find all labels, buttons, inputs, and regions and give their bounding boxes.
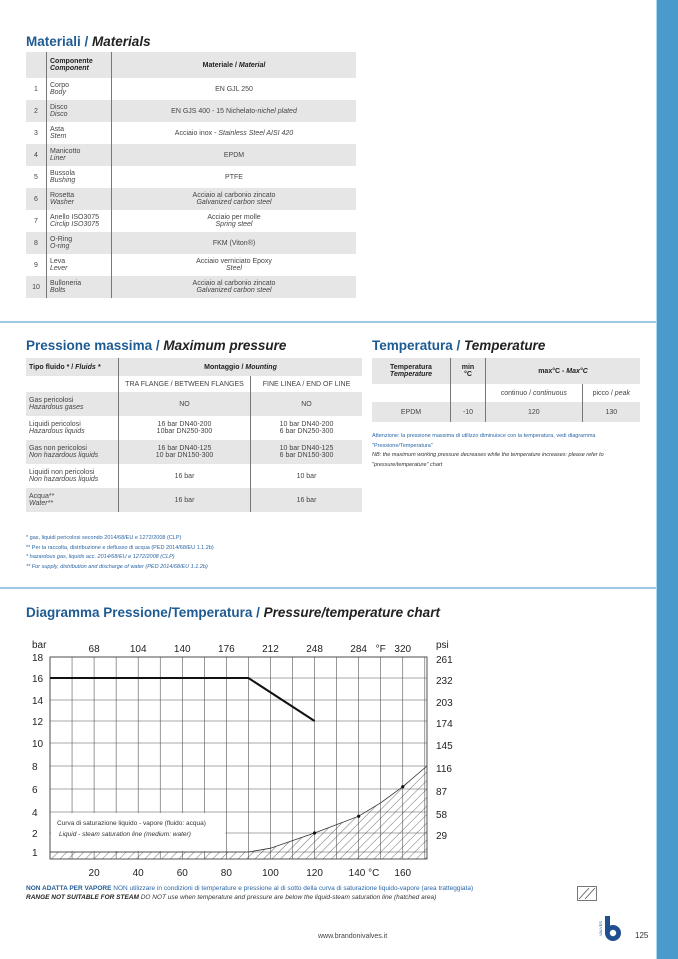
x2-tick-label: 212 [262, 644, 279, 655]
x-tick-label: 100 [262, 868, 279, 879]
page-number: 125 [635, 931, 649, 940]
materials-title: Materiali / Materials [26, 34, 151, 49]
table-row: 5 Bussola Bushing PTFE [26, 166, 356, 188]
materials-table [26, 52, 356, 298]
table-row: 3 Asta Stem Acciaio inox - Stainless Steel AISI 420 [26, 122, 356, 144]
y2-tick-label: 232 [436, 676, 453, 687]
x-tick-label: 120 [306, 868, 323, 879]
x2-axis-label: °F [375, 644, 386, 655]
x-tick-label: 160 [394, 868, 412, 879]
brandoni-valves-logo-icon [596, 914, 624, 942]
y-tick-label: 1 [32, 848, 38, 859]
hatched-area-legend-icon [577, 886, 597, 901]
y-tick-label: 6 [32, 785, 38, 796]
pressure-notes: * gas, liquidi pericolosi secondo 2014/68/EU e 1272/2008 (CLP) ** Per la raccolta, distribuzione e deflusso di acqua (PED 2014/68/EU 1.1.2b) * hazardous gas, liquids acc. 2014/68/EU e 1272/2008 (CLP) ** For supply, distribution and discharge of water (PED 2014/68/EU 1.1.2b) [26, 535, 214, 570]
saturation-point [313, 831, 316, 834]
chart-title: Diagramma Pressione/Temperatura / Pressure/temperature chart [26, 605, 440, 620]
y-tick-label: 16 [32, 674, 44, 685]
x-tick-label: 60 [176, 868, 188, 879]
annotation-en: Liquid - steam saturation line (medium: water) [59, 831, 191, 838]
y2-tick-label: 261 [436, 655, 453, 666]
x2-tick-label: 320 [394, 644, 412, 655]
section-divider [0, 587, 656, 589]
steam-warning: NON ADATTA PER VAPORE NON utilizzare in condizioni di temperature e pressione al di sotto della curva di saturazione liquido-vapore (area tratteggiata) RANGE NOT SUITABLE FOR STEAM DO NOT use when temperature and pressure are below the liquid-steam saturation line (hatched area) [26, 885, 474, 901]
table-row: 4 Manicotto Liner EPDM [26, 144, 356, 166]
y2-tick-label: 174 [436, 719, 453, 730]
y2-tick-label: 116 [436, 764, 452, 775]
website-link[interactable]: www.brandonivalves.it [318, 933, 388, 940]
x2-tick-label: 68 [88, 644, 100, 655]
table-row: 1 Corpo Body EN GJL 250 [26, 78, 356, 100]
y-axis-label: bar [32, 640, 47, 651]
y-tick-label: 18 [32, 653, 44, 664]
x-tick-label: 80 [220, 868, 232, 879]
table-row: Gas non pericolosi Non hazardous liquids 16 bar DN40-125 10 bar DN150-300 10 bar DN40-125 6 bar DN150-300 [26, 440, 362, 464]
y-tick-label: 14 [32, 696, 44, 707]
x2-tick-label: 140 [173, 644, 191, 655]
x2-tick-label: 284 [350, 644, 367, 655]
table-row: Liquidi non pericolosi Non hazardous liquids 16 bar 10 bar [26, 464, 362, 488]
x2-tick-label: 104 [129, 644, 147, 655]
x2-tick-label: 248 [306, 644, 323, 655]
pressure-table: Tipo fluido * / Fluids * Montaggio / Mounting TRA FLANGE / BETWEEN FLANGES FINE LINEA / END OF LINE Gas pericolosi Hazardous gases NO NO Liquidi pericolosi Hazardous liquids 16 bar DN40-200 10bar DN250-300 10 bar DN40-200 6 bar DN250-300 Gas non pericolosi Non hazardous liquids 16 bar DN40-125 10 bar DN150-300 10 bar DN40-125 6 bar DN150-300 Liquidi non pericolosi Non hazardous liquids 16 bar 10 bar Acqua** Water** 16 bar 16 bar [26, 358, 362, 512]
temperature-note: Attenzione: la pressione massima di utilizzo diminuisce con la temperatura, vedi diagramma "Pressione/Temperatura" NB: the maximum working pressure decreases while the temperature increases: please refer to "pressure/temperature" chart [372, 433, 604, 468]
y2-tick-label: 203 [436, 698, 453, 709]
x-tick-label: 20 [88, 868, 100, 879]
y2-tick-label: 58 [436, 810, 448, 821]
table-header: Componente Component Materiale / Material [26, 52, 356, 78]
y-tick-label: 10 [32, 739, 44, 750]
y-tick-label: 8 [32, 762, 38, 773]
section-divider [0, 321, 656, 323]
table-row: Liquidi pericolosi Hazardous liquids 16 bar DN40-200 10bar DN250-300 10 bar DN40-200 6 bar DN250-300 [26, 416, 362, 440]
table-row: 9 Leva Lever Acciaio verniciato Epoxy Steel [26, 254, 356, 276]
table-row: 8 O-Ring O-ring FKM (Viton®) [26, 232, 356, 254]
y2-tick-label: 145 [436, 741, 453, 752]
y2-axis-label: psi [436, 640, 449, 651]
y2-tick-label: 29 [436, 831, 448, 842]
table-row: 10 Bulloneria Bolts Acciaio al carbonio zincato Galvanized carbon steel [26, 276, 356, 298]
table-row: 6 Rosetta Washer Acciaio al carbonio zincato Galvanized carbon steel [26, 188, 356, 210]
pressure-temperature-chart [0, 630, 470, 880]
x-tick-label: 40 [132, 868, 144, 879]
svg-text:VALVES: VALVES [598, 921, 603, 936]
table-row: Acqua** Water** 16 bar 16 bar [26, 488, 362, 512]
x-tick-label: 140 °C [348, 868, 380, 879]
y2-tick-label: 87 [436, 787, 448, 798]
table-header: Tipo fluido * / Fluids * Montaggio / Mounting [26, 358, 362, 376]
pressure-title: Pressione massima / Maximum pressure [26, 338, 287, 353]
x2-tick-label: 176 [218, 644, 235, 655]
temperature-table: Temperatura Temperature min °C max°C - Max°C continuo / continuous picco / peak EPDM -10 120 130 [372, 358, 640, 422]
table-row: Gas pericolosi Hazardous gases NO NO [26, 392, 362, 416]
table-row: 7 Anello ISO3075 Circlip ISO3075 Acciaio per molle Spring steel [26, 210, 356, 232]
saturation-point [401, 785, 404, 788]
side-color-bar [656, 0, 678, 959]
saturation-point [357, 815, 360, 818]
temperature-title: Temperatura / Temperature [372, 338, 546, 353]
y-tick-label: 2 [32, 829, 38, 840]
table-row: 2 Disco Disco EN GJS 400 - 15 Nichelato-nichel plated [26, 100, 356, 122]
table-row: EPDM -10 120 130 [372, 402, 640, 422]
annotation-it: Curva di saturazione liquido - vapore (fluido: acqua) [57, 820, 206, 827]
y-tick-label: 12 [32, 717, 44, 728]
y-tick-label: 4 [32, 808, 38, 819]
